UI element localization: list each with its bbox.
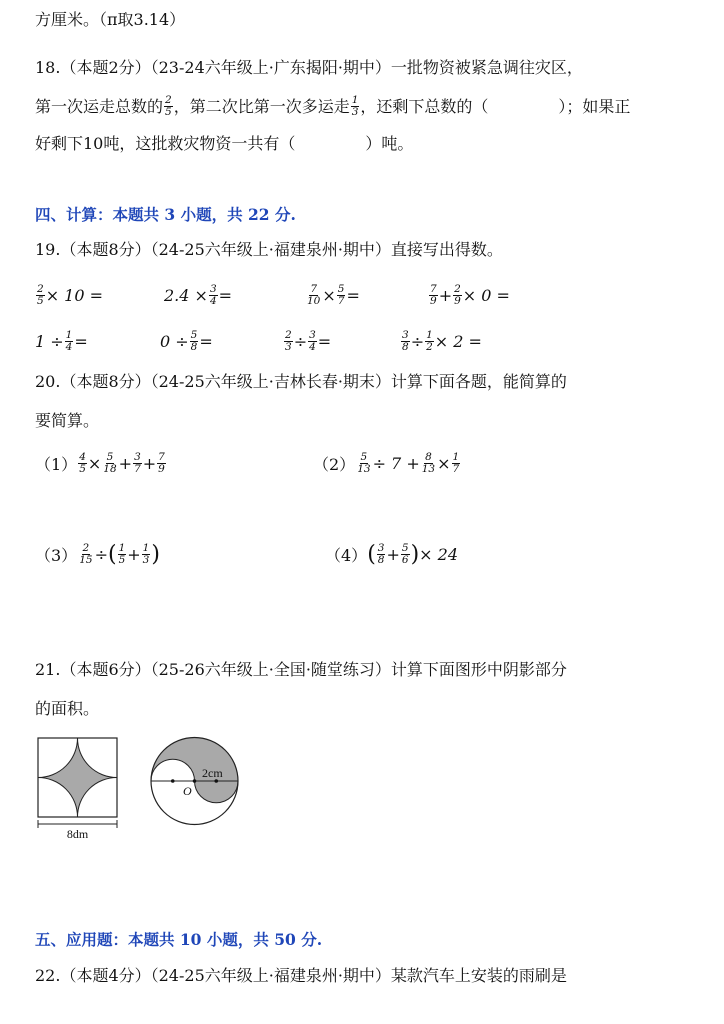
expr-text: = <box>199 332 213 351</box>
fraction <box>142 543 151 566</box>
right-paren: ) <box>410 541 420 567</box>
center-label: O <box>183 784 192 798</box>
denominator: 13 <box>357 463 371 475</box>
operator: + <box>386 545 400 564</box>
operator: ÷ <box>94 545 108 564</box>
fraction <box>401 543 410 566</box>
q20-problem-4 <box>325 543 458 566</box>
expr-text: × 0 = <box>462 286 510 305</box>
numerator: 1 <box>426 329 433 341</box>
fraction <box>36 284 45 307</box>
denominator: 3 <box>351 106 359 118</box>
numerator: 4 <box>79 451 86 463</box>
fraction <box>453 284 462 307</box>
expr-text: = <box>317 332 332 351</box>
numerator: 2 <box>82 542 90 554</box>
denominator: 5 <box>118 554 126 566</box>
left-center-dot <box>171 779 175 783</box>
q19-expr-4 <box>428 284 510 307</box>
dimension-label: 8dm <box>66 827 89 841</box>
denominator: 10 <box>307 295 321 307</box>
fraction <box>306 284 321 307</box>
q18-line1: 18.（本题2分）（23-24六年级上·广东揭阳·期中）一批物资被紧急调往灾区， <box>35 58 583 77</box>
fraction <box>401 330 410 353</box>
q20-problem-2 <box>313 452 461 475</box>
q20-problem-3 <box>35 543 160 566</box>
fraction <box>78 452 87 475</box>
fraction <box>284 330 293 353</box>
operator: + <box>118 454 133 473</box>
q21-line2: 的面积。 <box>35 699 100 718</box>
denominator: 5 <box>37 295 44 307</box>
expr-text: = <box>346 286 360 305</box>
numerator: 5 <box>401 542 409 554</box>
numerator: 3 <box>309 329 316 341</box>
numerator: 1 <box>118 542 126 554</box>
q18-text-c: ，还剩下总数的（ <box>360 96 489 116</box>
fraction <box>209 284 218 307</box>
right-paren: ) <box>151 541 160 567</box>
denominator: 9 <box>430 295 437 307</box>
numerator: 2 <box>454 283 461 295</box>
operator: × <box>87 454 102 473</box>
operator: + <box>438 286 453 305</box>
denominator: 18 <box>103 463 117 475</box>
expr-text: = <box>218 286 233 305</box>
operator: × <box>437 454 451 473</box>
q18-fraction-2 <box>351 95 360 118</box>
expr-text: × 24 <box>419 545 459 564</box>
q19-expr-6 <box>160 330 213 353</box>
numerator: 3 <box>377 542 385 554</box>
q21-line1: 21.（本题6分）（25-26六年级上·全国·随堂练习）计算下面图形中阴影部分 <box>35 660 567 679</box>
q18-text-a: 第一次运走总数的 <box>35 96 164 116</box>
numerator: 5 <box>337 283 345 295</box>
q19-expr-2 <box>164 284 232 307</box>
numerator: 1 <box>142 542 150 554</box>
fraction <box>190 330 199 353</box>
denominator: 8 <box>402 341 409 353</box>
numerator: 5 <box>360 451 368 463</box>
left-paren: ( <box>367 541 376 567</box>
denominator: 2 <box>426 341 433 353</box>
expr-text: 2.4 × <box>164 286 208 305</box>
problem-label: （4） <box>325 546 368 565</box>
section-5-title: 五、应用题：本题共 10 小题，共 50 分. <box>35 930 323 949</box>
figure-square-quarter-circles <box>30 734 130 842</box>
denominator: 15 <box>79 554 93 566</box>
section-4-title: 四、计算：本题共 3 小题，共 22 分. <box>35 205 296 224</box>
q20-line1: 20.（本题8分）（24-25六年级上·吉林长春·期末）计算下面各题，能简算的 <box>35 372 567 391</box>
fraction <box>157 452 166 475</box>
figure-circle-semicircles <box>146 734 246 834</box>
fraction <box>133 452 142 475</box>
denominator: 3 <box>285 341 292 353</box>
shaded-region <box>151 738 238 803</box>
denominator: 8 <box>190 341 198 353</box>
q20-line2: 要简算。 <box>35 411 100 430</box>
denominator: 7 <box>452 463 460 475</box>
q19-expr-7 <box>283 330 331 353</box>
left-paren: ( <box>107 541 117 567</box>
numerator: 2 <box>285 329 292 341</box>
denominator: 4 <box>65 341 73 353</box>
denominator: 8 <box>377 554 385 566</box>
numerator: 3 <box>209 283 217 295</box>
q19-expr-1 <box>35 284 103 307</box>
denominator: 7 <box>134 463 141 475</box>
expr-text: 1 ÷ <box>35 332 64 351</box>
q18-line3 <box>35 134 413 154</box>
fraction <box>356 452 371 475</box>
q19-intro: 19.（本题8分）（24-25六年级上·福建泉州·期中）直接写出得数。 <box>35 240 503 259</box>
fraction <box>308 330 317 353</box>
continuation-line: 方厘米。（π取3.14） <box>35 10 186 29</box>
numerator: 7 <box>158 451 165 463</box>
q18-text-b: ，第二次比第一次多运走 <box>173 96 350 116</box>
numerator: 3 <box>402 329 409 341</box>
numerator: 1 <box>351 94 359 106</box>
fraction <box>452 452 461 475</box>
q19-expr-5 <box>35 330 88 353</box>
numerator: 3 <box>134 451 141 463</box>
fraction <box>425 330 434 353</box>
operator: ÷ 7 + <box>372 454 420 473</box>
denominator: 9 <box>158 463 165 475</box>
q18-line2 <box>35 95 630 118</box>
q22-line1: 22.（本题4分）（24-25六年级上·福建泉州·期中）某款汽车上安装的雨刷是 <box>35 966 567 985</box>
problem-label: （2） <box>313 455 356 474</box>
numerator: 7 <box>310 283 318 295</box>
fraction <box>78 543 93 566</box>
numerator: 2 <box>37 283 44 295</box>
q18-text-d: ）；如果正 <box>558 96 631 116</box>
denominator: 13 <box>421 463 436 475</box>
expr-text: = <box>74 332 88 351</box>
denominator: 3 <box>142 554 150 566</box>
q19-expr-8 <box>400 330 482 353</box>
operator: + <box>142 454 157 473</box>
radius-label: 2cm <box>202 766 223 780</box>
denominator: 6 <box>401 554 409 566</box>
denominator: 4 <box>309 341 316 353</box>
numerator: 1 <box>452 451 460 463</box>
numerator: 5 <box>190 329 198 341</box>
q18-text-f: ）吨。 <box>365 134 414 153</box>
fraction <box>377 543 386 566</box>
numerator: 1 <box>65 329 73 341</box>
q19-expr-3 <box>305 284 360 307</box>
q20-problem-1 <box>35 452 167 475</box>
center-dot <box>193 779 197 783</box>
operator: ÷ <box>410 332 425 351</box>
denominator: 7 <box>337 295 345 307</box>
fraction <box>65 330 74 353</box>
denominator: 5 <box>79 463 86 475</box>
expr-text: × 10 = <box>45 286 104 305</box>
expr-text: 0 ÷ <box>160 332 189 351</box>
expr-text: × 2 = <box>434 332 482 351</box>
fraction <box>429 284 438 307</box>
fraction <box>421 452 436 475</box>
q18-text-e: 好剩下10吨，这批救灾物资一共有（ <box>35 134 296 153</box>
numerator: 8 <box>425 451 432 463</box>
fraction <box>118 543 127 566</box>
problem-label: （3） <box>35 546 78 565</box>
operator: × <box>322 286 336 305</box>
denominator: 5 <box>165 106 172 118</box>
numerator: 5 <box>106 451 114 463</box>
fraction <box>102 452 117 475</box>
denominator: 4 <box>209 295 217 307</box>
operator: ÷ <box>293 332 308 351</box>
numerator: 7 <box>430 283 437 295</box>
problem-label: （1） <box>35 455 78 474</box>
operator: + <box>127 545 141 564</box>
q18-fraction-1 <box>164 95 173 118</box>
denominator: 9 <box>454 295 461 307</box>
fraction <box>337 284 346 307</box>
numerator: 2 <box>165 94 172 106</box>
